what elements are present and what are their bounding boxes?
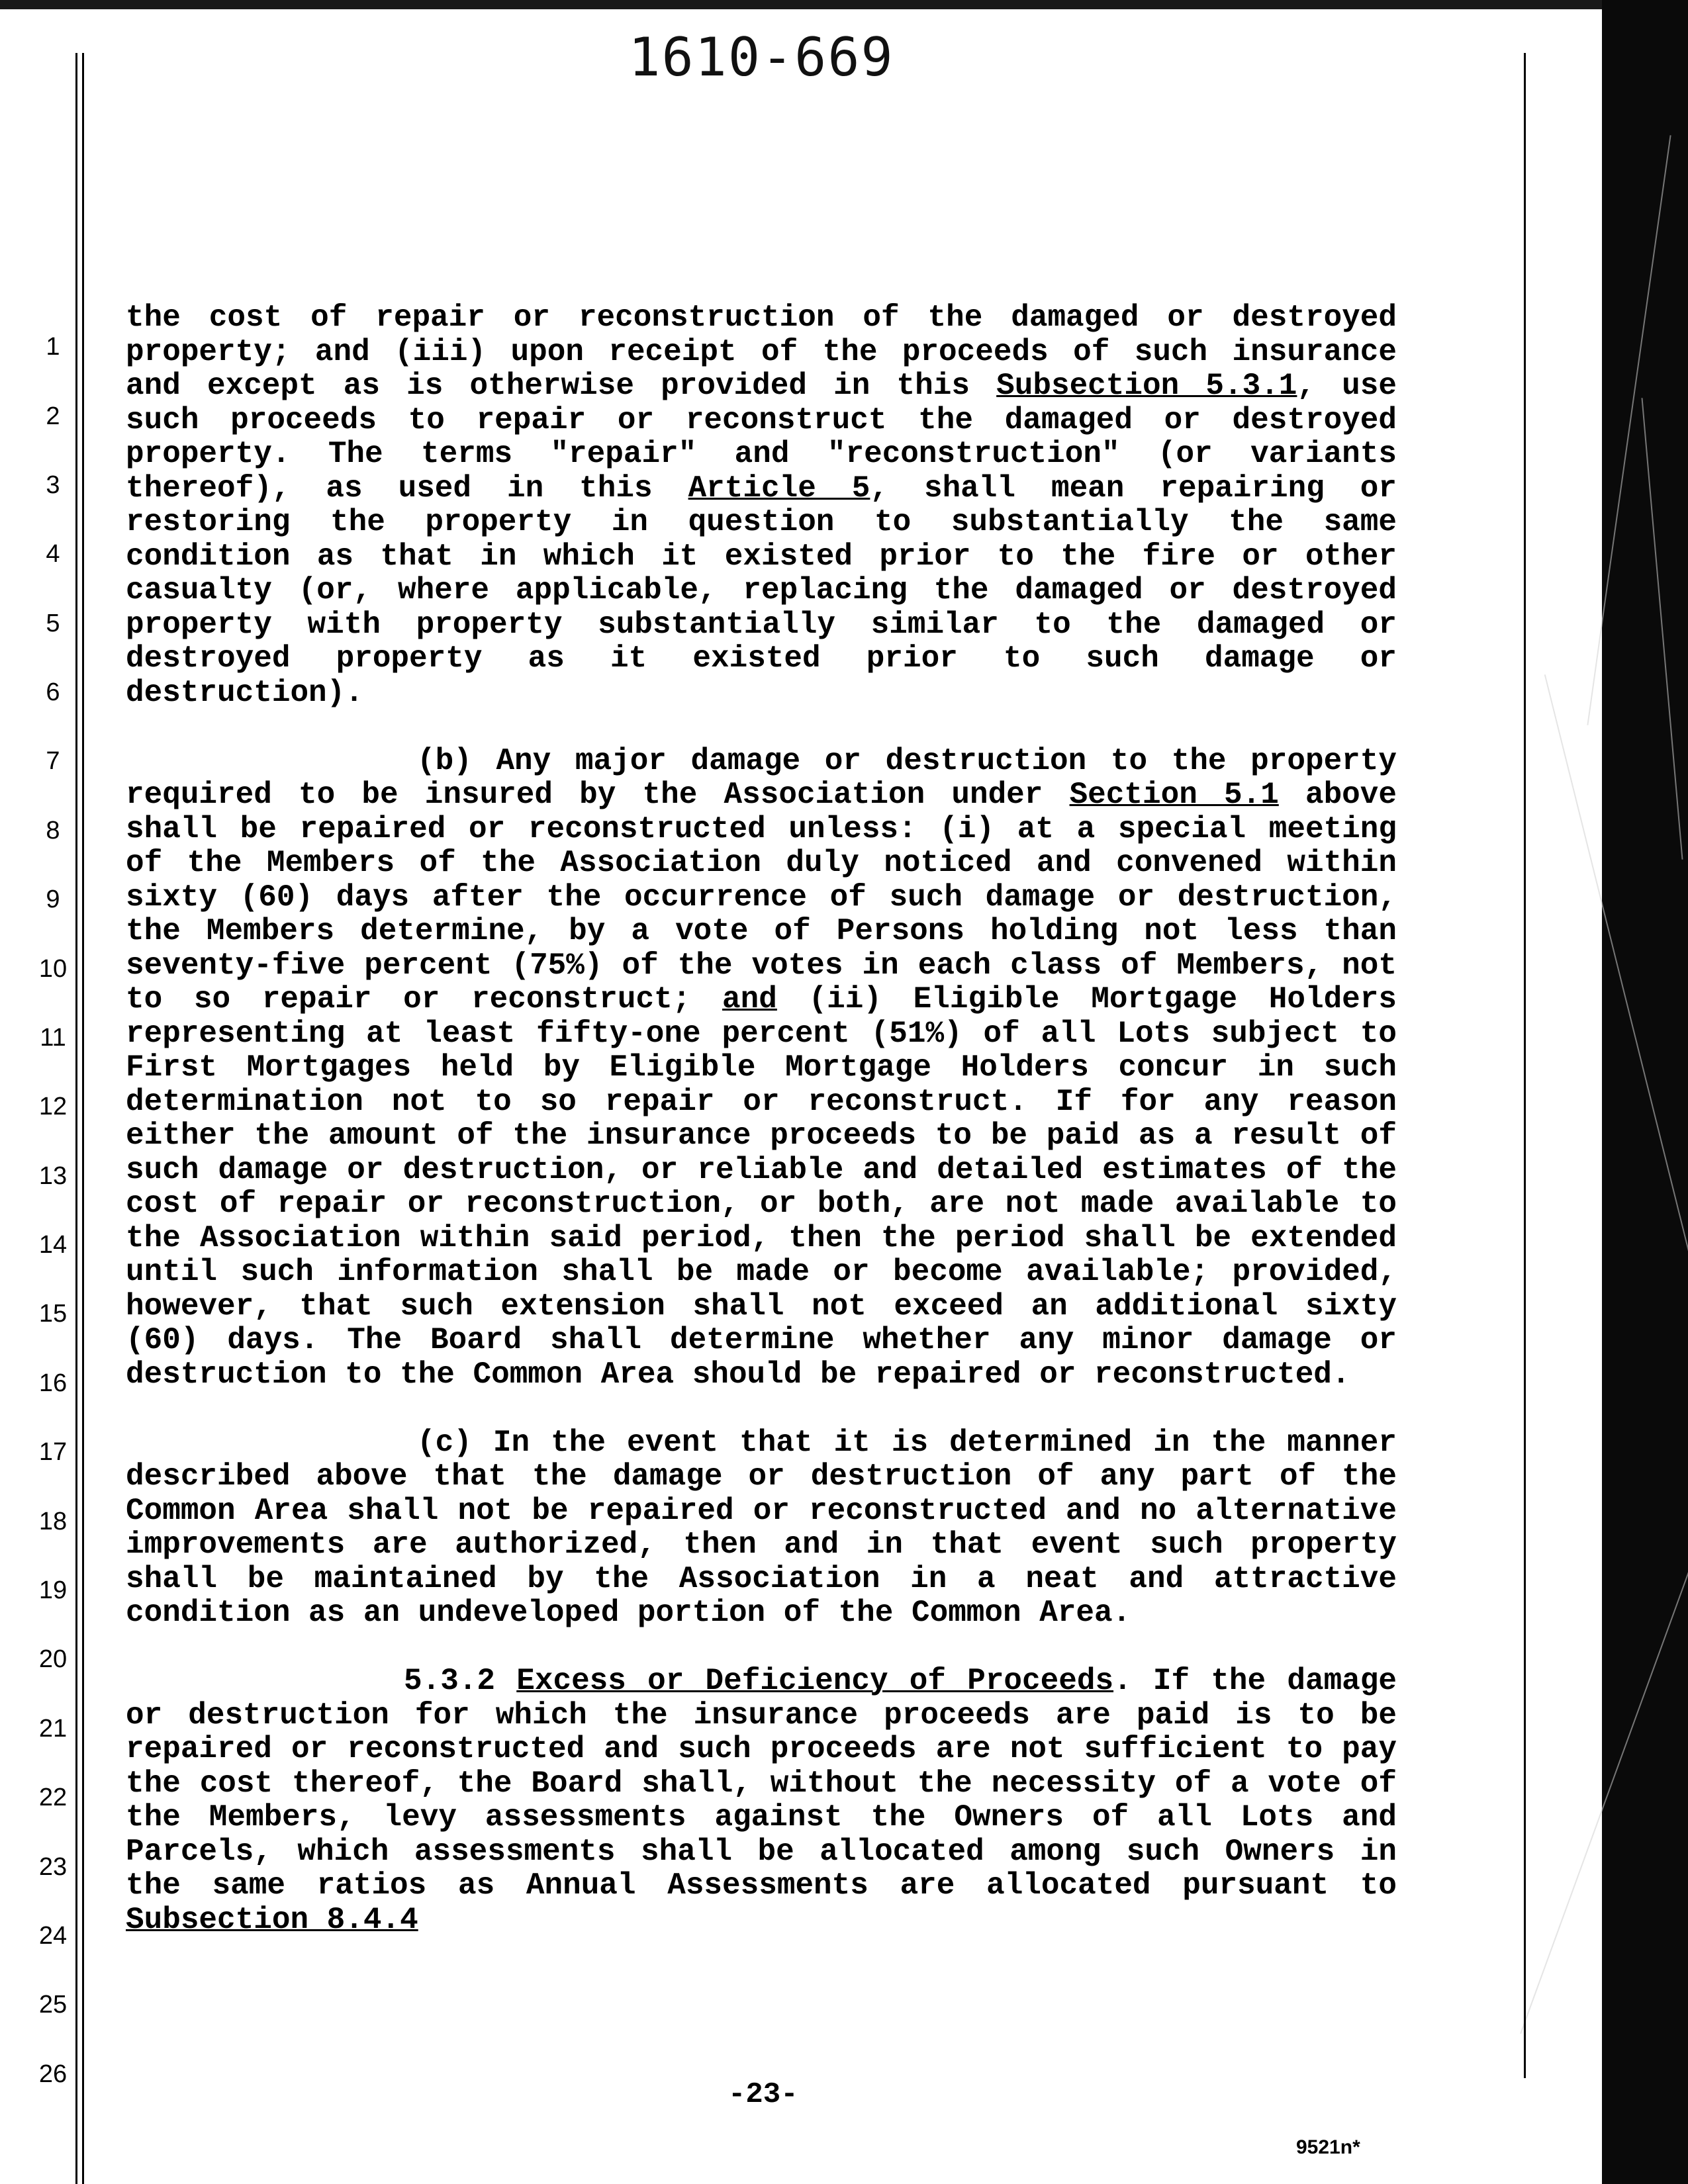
- line-number: 16: [38, 1369, 68, 1397]
- document-body: [126, 301, 1397, 1937]
- right-margin-rule: [1524, 53, 1526, 2078]
- line-number: 18: [38, 1508, 68, 1535]
- line-number: 1: [46, 333, 60, 361]
- line-number: 10: [38, 955, 68, 983]
- subsection-5-3-2: [126, 1664, 1397, 1937]
- line-number: 5: [46, 610, 60, 637]
- emphasis-and: and: [722, 982, 777, 1017]
- line-number: 20: [38, 1645, 68, 1673]
- line-number: 25: [38, 1991, 68, 2019]
- line-number: 26: [38, 2060, 68, 2088]
- paragraph-text: (ii) Eligible Mortgage Holders representing at least fifty-one percent (51%) of all Lots subject to First Mortgages held by Eligible Mortgage Holders concur in such determination not to so repair or reconstruct. If for any reason either the amount of the insurance proceeds to be paid as a result of such damage or destruction, or reliable and detailed estimates of the cost of repair or reconstruction, or both, are not made available to the Association within said period, then the period shall be extended until such information shall be made or become available; provided, however, that such extension shall not exceed an additional sixty (60) days. The Board shall determine whether any minor damage or destruction to the Common Area should be repaired or reconstructed.: [126, 982, 1397, 1392]
- line-number: 14: [38, 1231, 68, 1259]
- subsection-reference: Subsection 8.4.4: [126, 1902, 418, 1937]
- line-number: 17: [38, 1438, 68, 1466]
- line-number: 15: [38, 1300, 68, 1328]
- line-number: 6: [46, 678, 60, 706]
- paragraph-text: , use such proceeds to repair or reconstruct the damaged or destroyed property. The terms "repair" and "reconstruction" (or variants thereof), as used in this: [126, 369, 1397, 506]
- paragraph-text: , shall mean repairing or restoring the property in question to substantially the same condition as that in which it existed prior to the fire or other casualty (or, where applicable, replacing the damaged or destroyed property with property substantially similar to the damaged or destroyed property as it existed prior to such damage or destruction).: [126, 471, 1397, 710]
- line-number: 2: [46, 402, 60, 430]
- paragraph-text: above shall be repaired or reconstructed unless: (i) at a special meeting of the Members of the Association duly noticed and convened within sixty (60) days after the occurrence of such damage or destruction, the Members determine, by a vote of Persons holding not less than seventy-five percent (75%) of the votes in each class of Members, not to so repair or reconstruct;: [126, 778, 1397, 1017]
- line-number: 11: [40, 1024, 66, 1052]
- subsection-number: 5.3.2: [404, 1664, 517, 1698]
- line-number: 21: [38, 1715, 68, 1743]
- line-number: 24: [38, 1922, 68, 1950]
- paragraph-text: the cost of repair or reconstruction of the damaged or destroyed property; and (iii) upon receipt of the proceeds of such insurance and except as is otherwise provided in this: [126, 300, 1397, 403]
- left-margin-rule-inner: [82, 53, 84, 2184]
- line-number: 3: [46, 471, 60, 499]
- line-number: 13: [38, 1162, 68, 1190]
- paragraph-text: (b) Any major damage or destruction to the property required to be insured by the Association under: [126, 743, 1397, 812]
- page-number: -23-: [728, 2078, 798, 2111]
- recording-stamp: 1610-669: [628, 26, 894, 88]
- paragraph-a-continuation: [126, 301, 1397, 710]
- scan-top-edge: [0, 0, 1688, 9]
- paragraph-b: [126, 745, 1397, 1392]
- document-id: 9521n*: [1296, 2136, 1360, 2158]
- line-number: 9: [46, 886, 60, 913]
- article-reference: Article 5: [688, 471, 870, 506]
- paragraph-c: [126, 1426, 1397, 1631]
- line-number: 8: [46, 817, 60, 844]
- subsection-heading: Excess or Deficiency of Proceeds: [516, 1664, 1114, 1698]
- subsection-reference: Subsection 5.3.1: [996, 369, 1297, 403]
- line-number: 7: [46, 747, 60, 775]
- line-number: 12: [38, 1093, 68, 1120]
- paragraph-text: . If the damage or destruction for which the insurance proceeds are paid is to be repaired or reconstructed and such proceeds are not sufficient to pay the cost thereof, the Board shall, without the necessity of a vote of the Members, levy assessments against the Owners of all Lots and Parcels, which assessments shall be allocated among such Owners in the same ratios as Annual Assessments are allocated pursuant to: [126, 1664, 1397, 1903]
- section-reference: Section 5.1: [1069, 778, 1279, 812]
- paragraph-text: (c) In the event that it is determined in the manner described above that the damage or destruction of any part of the Common Area shall not be repaired or reconstructed and no alternative improvements are authorized, then and in that event such property shall be maintained by the Association in a neat and attractive condition as an undeveloped portion of the Common Area.: [126, 1425, 1397, 1630]
- scan-dark-margin: [1602, 0, 1688, 2184]
- line-number: 23: [38, 1853, 68, 1881]
- line-number: 4: [46, 540, 60, 568]
- line-number: 19: [38, 1576, 68, 1604]
- line-number: 22: [38, 1784, 68, 1811]
